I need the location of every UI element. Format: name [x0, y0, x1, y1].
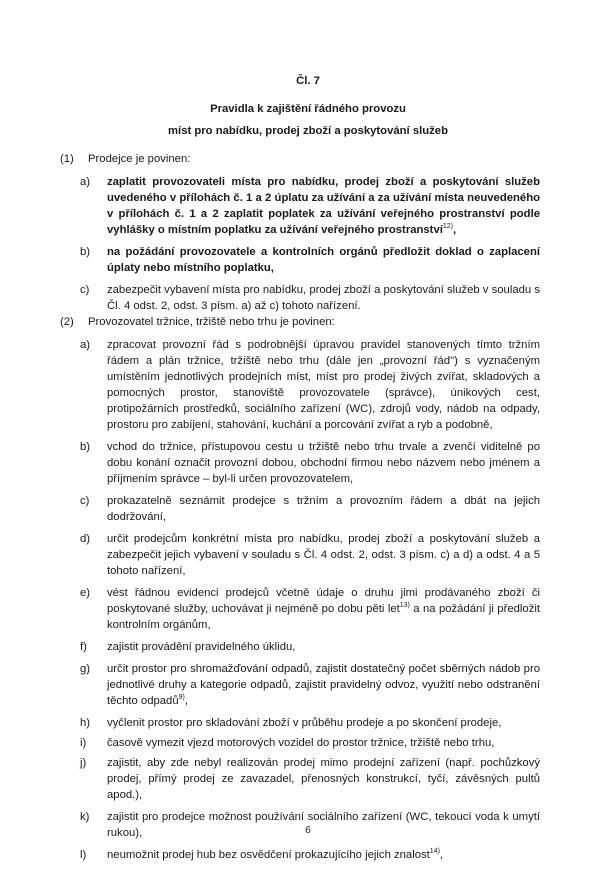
- section-1-lead: Prodejce je povinen:: [88, 153, 191, 165]
- list-item: [80, 755, 540, 803]
- item-text: určit prodejcům konkrétní místa pro nabídku, prodej zboží a poskytování služeb a zabezpečit jejich vybavení v souladu s Čl. 4 odst. 2, odst. 3 písm. c) a d) a odst. 4 a 5 tohoto nařízení,: [107, 533, 540, 577]
- footnote-ref: 12): [442, 223, 453, 231]
- list-item: [80, 639, 540, 655]
- list-item: [80, 585, 540, 633]
- list-item: [80, 847, 540, 863]
- item-letter: b): [80, 246, 91, 258]
- item-letter: c): [80, 495, 90, 507]
- item-letter: c): [80, 284, 90, 296]
- item-text: časově vymezit vjezd motorových vozidel do prostor tržnice, tržiště nebo trhu,: [107, 737, 495, 749]
- article-number: Čl. 7: [296, 75, 320, 87]
- item-letter: h): [80, 717, 91, 729]
- list-item: [80, 174, 540, 238]
- item-text: určit prostor pro shromažďování odpadů, zajistit dostatečný počet sběrných nádob pro jednotlivé druhy a kategorie odpadů, zajistit pravidelný odvoz, využití nebo odstranění těchto odpadů: [107, 663, 540, 707]
- footnote-ref: 13): [399, 602, 410, 610]
- item-text: vchod do tržnice, přístupovou cestu u tržiště nebo trhu trvale a zvenčí viditelně po dobu konání označit provozní dobou, obchodní firmou nebo názvem nebo jménem a příjmením správce – byl-li určen provozovatelem,: [107, 441, 540, 485]
- item-text: zajistit pro prodejce možnost používání sociálního zařízení (WC, tekoucí voda k umytí rukou),: [107, 811, 540, 839]
- list-item: [80, 493, 540, 525]
- item-text: neumožnit prodej hub bez osvědčení prokazujícího jejich znalost: [107, 849, 430, 861]
- item-text: zabezpečit vybavení místa pro nabídku, prodej zboží a poskytování služeb v souladu s Čl. 4 odst. 2, odst. 3 písm. a) až c) tohoto nařízení.: [107, 284, 540, 312]
- item-text: zajistit provádění pravidelného úklidu,: [107, 641, 296, 653]
- list-item: [80, 337, 540, 433]
- section-2-lead: Provozovatel tržnice, tržiště nebo trhu je povinen:: [88, 316, 335, 328]
- item-letter: b): [80, 441, 91, 453]
- item-text-tail: ,: [453, 224, 457, 236]
- item-text: na požádání provozovatele a kontrolních orgánů předložit doklad o zaplacení úplaty nebo místního poplatku,: [107, 246, 540, 274]
- footnote-ref: 14): [429, 848, 440, 856]
- item-text-tail: ,: [184, 695, 188, 707]
- item-text-tail: a na požádání ji předložit kontrolním orgánům,: [107, 603, 540, 631]
- list-item: [80, 439, 540, 487]
- list-item: [80, 282, 540, 314]
- list-item: [80, 715, 540, 731]
- item-letter: i): [80, 737, 87, 749]
- item-text: zajistit, aby zde nebyl realizován prodej mimo prodejní zařízení (např. pochůzkový prodej, přímý prodej ze zavazadel, přenosných konstrukcí, tyčí, závěsných pultů apod.),: [107, 757, 540, 801]
- item-text: zpracovat provozní řád s podrobnější úpravou pravidel stanovených tímto tržním řádem a plán tržnice, tržiště nebo trhu (dále jen „provozní řád") s vyznačeným umístěním jednotlivých prodejních míst, míst pro prodej živých zvířat, skladových a pomocných prostor, stanoviště provozovatele (správce), únikových cest, protipožárních prostředků, sociálního zařízení (WC), zdrojů vody, nádob na odpady, prostoru pro zabíjení, stahování, kuchání a porcování zvířat a ryb a podobně,: [107, 339, 540, 431]
- item-letter: d): [80, 533, 91, 545]
- list-item: [80, 244, 540, 276]
- article-title-line-2: míst pro nabídku, prodej zboží a poskytování služeb: [168, 125, 448, 137]
- section-1-number: (1): [60, 153, 74, 165]
- item-letter: l): [80, 849, 87, 861]
- item-letter: k): [80, 811, 90, 823]
- item-text: vyčlenit prostor pro skladování zboží v průběhu prodeje a po skončení prodeje,: [107, 717, 502, 729]
- item-letter: j): [80, 757, 87, 769]
- list-item: [80, 735, 540, 751]
- page-number: 6: [305, 825, 311, 836]
- item-text: prokazatelně seznámit prodejce s tržním a provozním řádem a dbát na jejich dodržování,: [107, 495, 540, 523]
- item-letter: a): [80, 176, 91, 188]
- list-item: [80, 531, 540, 579]
- article-title-line-1: Pravidla k zajištění řádného provozu: [210, 103, 406, 115]
- section-1-list: [80, 174, 540, 314]
- list-item: [80, 661, 540, 709]
- item-text: zaplatit provozovateli místa pro nabídku, prodej zboží a poskytování služeb uvedeného v přílohách č. 1 a 2 úplatu za užívání a za užívání místa neuvedeného v přílohách č. 1 a 2 zaplatit poplatek za užívání veřejného prostranství podle vyhlášky o místním poplatku za užívání veřejného prostranství: [107, 176, 540, 236]
- item-letter: a): [80, 339, 91, 351]
- item-text-tail: ,: [439, 849, 444, 861]
- item-letter: e): [80, 587, 91, 599]
- section-2-number: (2): [60, 316, 74, 328]
- item-letter: f): [80, 641, 87, 653]
- item-letter: g): [80, 663, 91, 675]
- section-2-list: [80, 337, 540, 863]
- item-text: vést řádnou evidenci prodejců včetně údaje o druhu jimi prodávaného zboží či poskytované služby, uchovávat ji nejméně po dobu pěti let: [107, 587, 540, 615]
- footnote-ref: 9): [178, 694, 185, 702]
